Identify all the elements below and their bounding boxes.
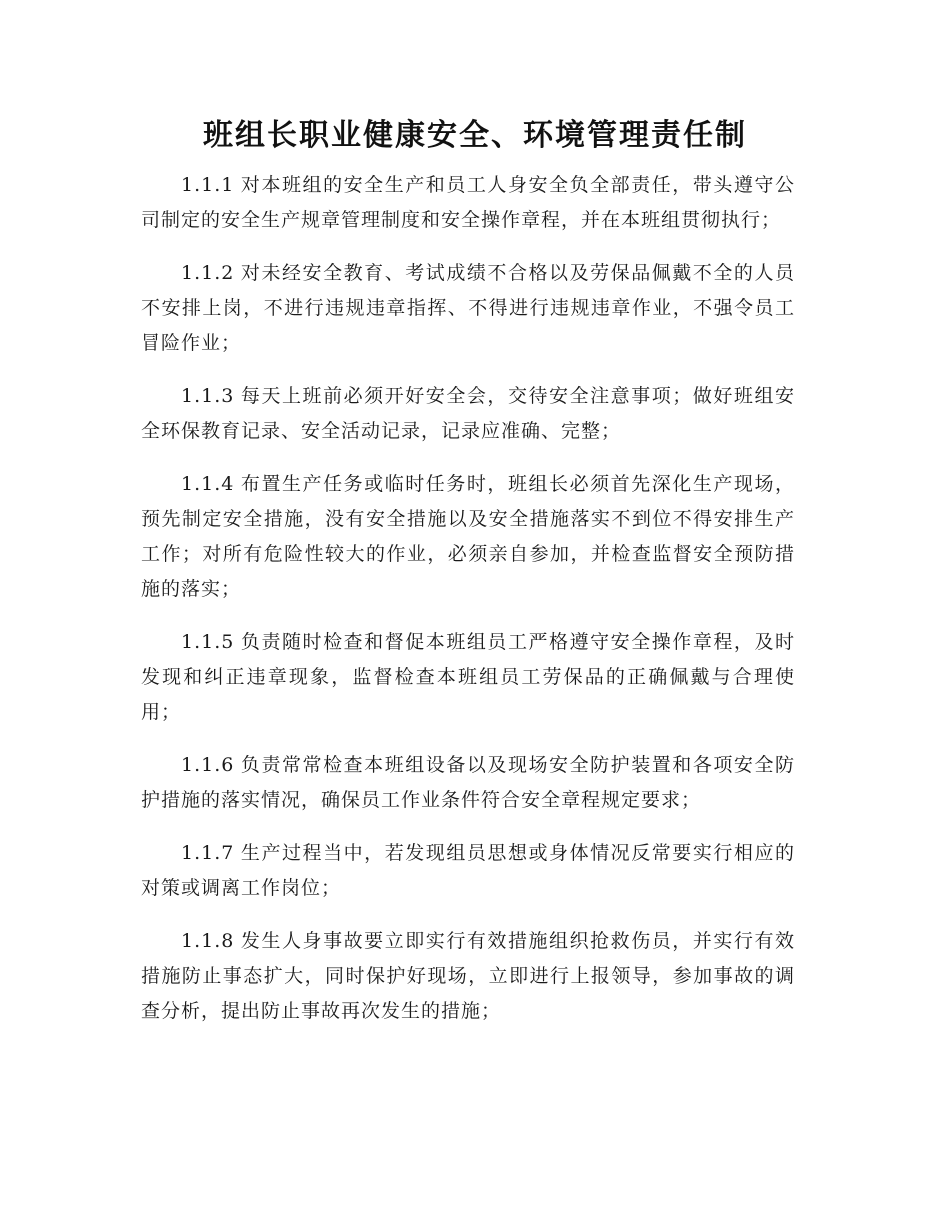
clause-paragraph [141, 748, 795, 818]
clause-paragraph [141, 467, 795, 607]
clause-paragraph [141, 256, 795, 361]
clause-number: 1.1.7 [181, 842, 235, 864]
clause-text: 每天上班前必须开好安全会，交待安全注意事项；做好班组安全环保教育记录、安全活动记录，记录应准确、完整； [141, 385, 795, 442]
clause-number: 1.1.3 [181, 385, 235, 407]
clause-number: 1.1.8 [181, 930, 235, 952]
clause-text: 发生人身事故要立即实行有效措施组织抢救伤员，并实行有效措施防止事态扩大，同时保护好现场，立即进行上报领导，参加事故的调查分析，提出防止事故再次发生的措施； [141, 930, 795, 1022]
clause-number: 1.1.5 [181, 631, 235, 653]
clause-paragraph [141, 836, 795, 906]
clause-paragraph [141, 924, 795, 1029]
clause-paragraph [141, 625, 795, 730]
clause-paragraph [141, 168, 795, 238]
clause-text: 对未经安全教育、考试成绩不合格以及劳保品佩戴不全的人员不安排上岗，不进行违规违章指挥、不得进行违规违章作业，不强令员工冒险作业； [141, 262, 795, 354]
clause-number: 1.1.1 [181, 174, 235, 196]
document-body [141, 168, 795, 1047]
clause-paragraph [141, 379, 795, 449]
clause-text: 负责随时检查和督促本班组员工严格遵守安全操作章程，及时发现和纠正违章现象，监督检查本班组员工劳保品的正确佩戴与合理使用； [141, 631, 795, 723]
clause-number: 1.1.2 [181, 262, 235, 284]
document-title: 班组长职业健康安全、环境管理责任制 [203, 118, 747, 153]
clause-text: 对本班组的安全生产和员工人身安全负全部责任，带头遵守公司制定的安全生产规章管理制度和安全操作章程，并在本班组贯彻执行； [141, 174, 795, 231]
clause-number: 1.1.4 [181, 473, 235, 495]
clause-text: 生产过程当中，若发现组员思想或身体情况反常要实行相应的对策或调离工作岗位； [141, 842, 795, 899]
clause-text: 负责常常检查本班组设备以及现场安全防护装置和各项安全防护措施的落实情况，确保员工作业条件符合安全章程规定要求； [141, 754, 795, 811]
clause-number: 1.1.6 [181, 754, 235, 776]
clause-text: 布置生产任务或临时任务时，班组长必须首先深化生产现场，预先制定安全措施，没有安全措施以及安全措施落实不到位不得安排生产工作；对所有危险性较大的作业，必须亲自参加，并检查监督安全预防措施的落实； [141, 473, 795, 600]
